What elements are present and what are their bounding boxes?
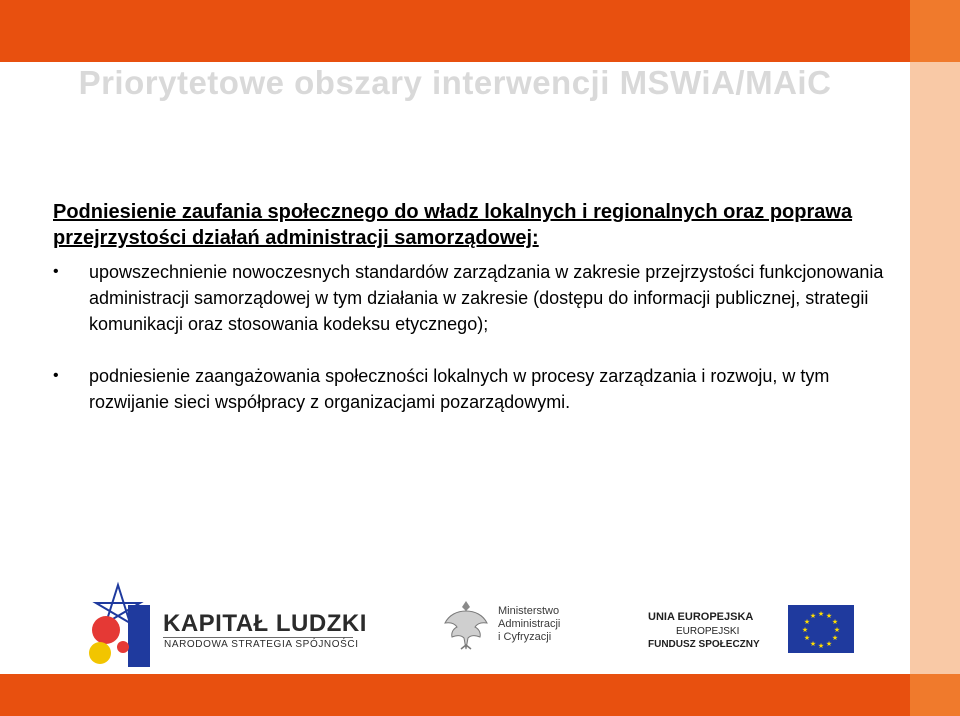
svg-text:★: ★ bbox=[831, 618, 839, 626]
bullet-icon: • bbox=[53, 367, 59, 384]
kapital-ludzki-star-icon bbox=[78, 575, 158, 675]
kapital-ludzki-name: KAPITAŁ LUDZKI bbox=[163, 610, 367, 637]
bullet-icon: • bbox=[53, 263, 59, 280]
top-bar-main bbox=[0, 0, 910, 62]
eu-fund-label-line-1: EUROPEJSKI bbox=[676, 626, 740, 637]
kapital-ludzki-logo bbox=[78, 575, 368, 675]
bullet-text: podniesienie zaangażowania społeczności lokalnych w procesy zarządzania i rozwoju, w tym rozwijanie sieci współpracy z organizacjami pozarządowymi. bbox=[89, 366, 830, 412]
ministry-line-1: Ministerstwo bbox=[498, 605, 560, 617]
bullet-item bbox=[53, 259, 908, 337]
ministry-logo bbox=[443, 595, 573, 665]
svg-text:★: ★ bbox=[833, 626, 841, 634]
bottom-bar-corner bbox=[910, 674, 960, 716]
eu-fund-label-line-2: FUNDUSZ SPOŁECZNY bbox=[648, 639, 760, 650]
ministry-line-2: Administracji bbox=[498, 618, 561, 630]
bullet-item bbox=[53, 363, 908, 415]
eu-union-label: UNIA EUROPEJSKA bbox=[648, 611, 754, 623]
svg-text:★: ★ bbox=[803, 618, 811, 626]
eu-flag-icon bbox=[788, 605, 854, 653]
svg-text:★: ★ bbox=[801, 626, 809, 634]
kapital-ludzki-divider bbox=[163, 637, 353, 638]
svg-text:★: ★ bbox=[831, 634, 839, 642]
top-bar-corner bbox=[910, 0, 960, 62]
section-heading: Podniesienie zaufania społecznego do władz lokalnych i regionalnych oraz poprawa przejrzystości działań administracji samorządowej: bbox=[53, 201, 853, 249]
ministry-name bbox=[498, 605, 560, 644]
svg-text:★: ★ bbox=[809, 640, 817, 648]
top-orange-bar bbox=[0, 0, 960, 62]
eu-fund-logo bbox=[628, 593, 873, 671]
eagle-emblem-icon bbox=[443, 595, 489, 655]
svg-text:★: ★ bbox=[803, 634, 811, 642]
svg-text:★: ★ bbox=[825, 612, 833, 620]
bullet-text: upowszechnienie nowoczesnych standardów zarządzania w zakresie przejrzystości funkcjonowania administracji samorządowej w tym działania w zakresie (dostępu do informacji publicznej, strategii komunikacji oraz stosowania kodeksu etycznego); bbox=[89, 262, 884, 334]
svg-text:★: ★ bbox=[817, 610, 825, 618]
slide-title: Priorytetowe obszary interwencji MSWiA/MAiC bbox=[78, 64, 832, 101]
svg-text:★: ★ bbox=[809, 612, 817, 620]
kapital-ludzki-subtitle: NARODOWA STRATEGIA SPÓJNOŚCI bbox=[164, 639, 359, 650]
bullet-list bbox=[53, 259, 908, 415]
slide-content bbox=[53, 199, 908, 415]
ministry-line-3: i Cyfryzacji bbox=[498, 631, 552, 643]
svg-text:★: ★ bbox=[817, 642, 825, 650]
right-side-strip bbox=[910, 62, 960, 674]
bottom-orange-bar bbox=[0, 674, 960, 716]
svg-text:★: ★ bbox=[825, 640, 833, 648]
logo-footer bbox=[78, 575, 878, 675]
